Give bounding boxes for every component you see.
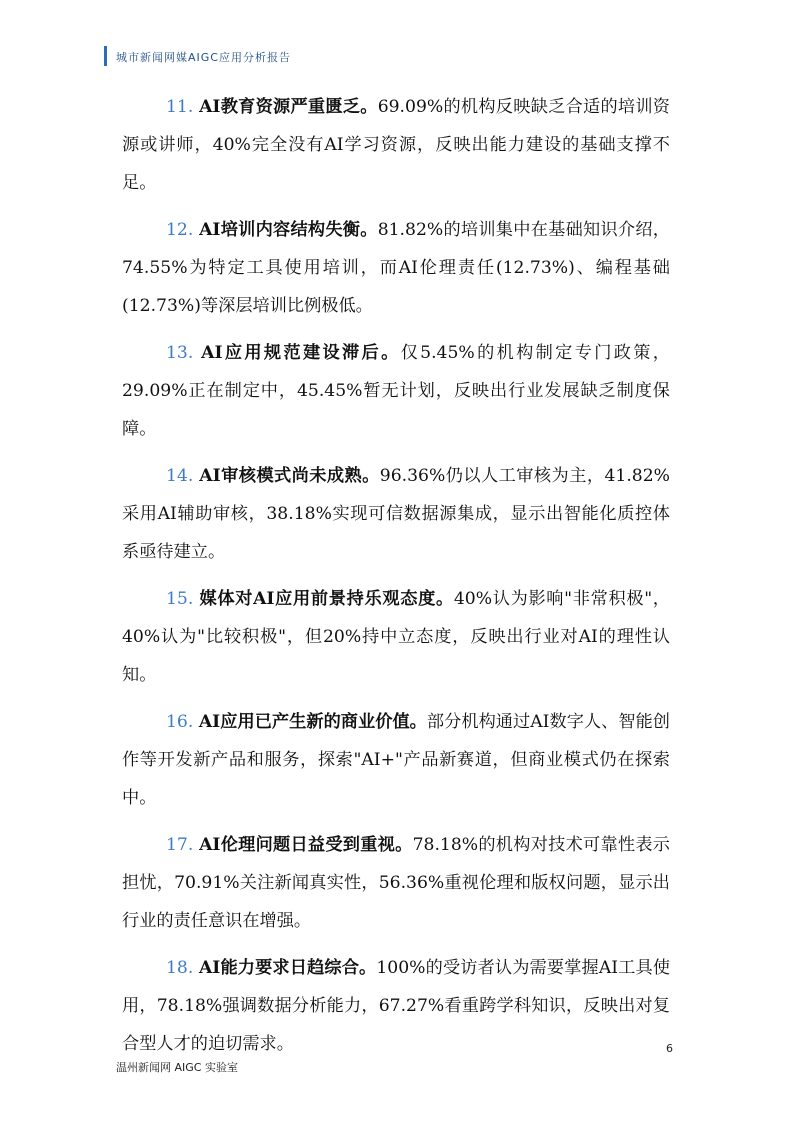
item-number: 16. (166, 712, 194, 732)
item-heading: AI教育资源严重匮乏。 (199, 97, 378, 117)
page-number: 6 (666, 1042, 673, 1055)
item-heading: AI审核模式尚未成熟。 (199, 466, 380, 486)
item-number: 14. (166, 466, 194, 486)
item-body: 100%的受访者认为需要掌握AI工具使用，78.18%强调数据分析能力，67.27%看重跨学科知识，反映出对复合型人才的迫切需求。 (122, 958, 671, 1054)
item-heading: AI培训内容结构失衡。 (199, 220, 378, 240)
item-number: 12. (166, 220, 194, 240)
finding-item-13 (122, 334, 670, 448)
item-body: 78.18%的机构对技术可靠性表示担忧，70.91%关注新闻真实性，56.36%重视伦理和版权问题，显示出行业的责任意识在增强。 (122, 835, 670, 931)
header-accent-bar (104, 46, 107, 66)
item-heading: AI伦理问题日益受到重视。 (199, 835, 413, 855)
finding-item-11 (122, 88, 670, 202)
item-number: 18. (166, 958, 194, 978)
finding-item-12 (122, 211, 670, 325)
item-number: 13. (166, 343, 194, 363)
item-body: 69.09%的机构反映缺乏合适的培训资源或讲师，40%完全没有AI学习资源，反映出能力建设的基础支撑不足。 (122, 97, 670, 193)
item-number: 15. (166, 589, 194, 609)
item-heading: AI能力要求日趋综合。 (198, 958, 377, 978)
finding-item-14 (122, 457, 670, 571)
item-number: 17. (166, 835, 194, 855)
item-body: 96.36%仍以人工审核为主，41.82%采用AI辅助审核，38.18%实现可信数据源集成，显示出智能化质控体系亟待建立。 (122, 466, 670, 562)
item-heading: AI应用规范建设滞后。 (201, 343, 401, 363)
finding-item-18 (122, 949, 670, 1063)
finding-item-15 (122, 580, 670, 694)
item-body: 仅5.45%的机构制定专门政策，29.09%正在制定中，45.45%暂无计划，反映出行业发展缺乏制度保障。 (122, 343, 670, 439)
footer-organization: 温州新闻网 AIGC 实验室 (116, 1061, 238, 1074)
item-body: 部分机构通过AI数字人、智能创作等开发新产品和服务，探索"AI+"产品新赛道，但商业模式仍在探索中。 (122, 712, 670, 808)
running-header: 城市新闻网媒AIGC应用分析报告 (116, 51, 291, 64)
item-body: 81.82%的培训集中在基础知识介绍，74.55%为特定工具使用培训，而AI伦理责任(12.73%)、编程基础(12.73%)等深层培训比例极低。 (122, 220, 670, 316)
item-heading: 媒体对AI应用前景持乐观态度。 (199, 589, 454, 609)
item-number: 11. (166, 97, 194, 117)
findings-list (122, 88, 670, 1072)
item-heading: AI应用已产生新的商业价值。 (198, 712, 427, 732)
item-body: 40%认为影响"非常积极"，40%认为"比较积极"，但20%持中立态度，反映出行业对AI的理性认知。 (122, 589, 670, 685)
finding-item-16 (122, 703, 670, 817)
finding-item-17 (122, 826, 670, 940)
